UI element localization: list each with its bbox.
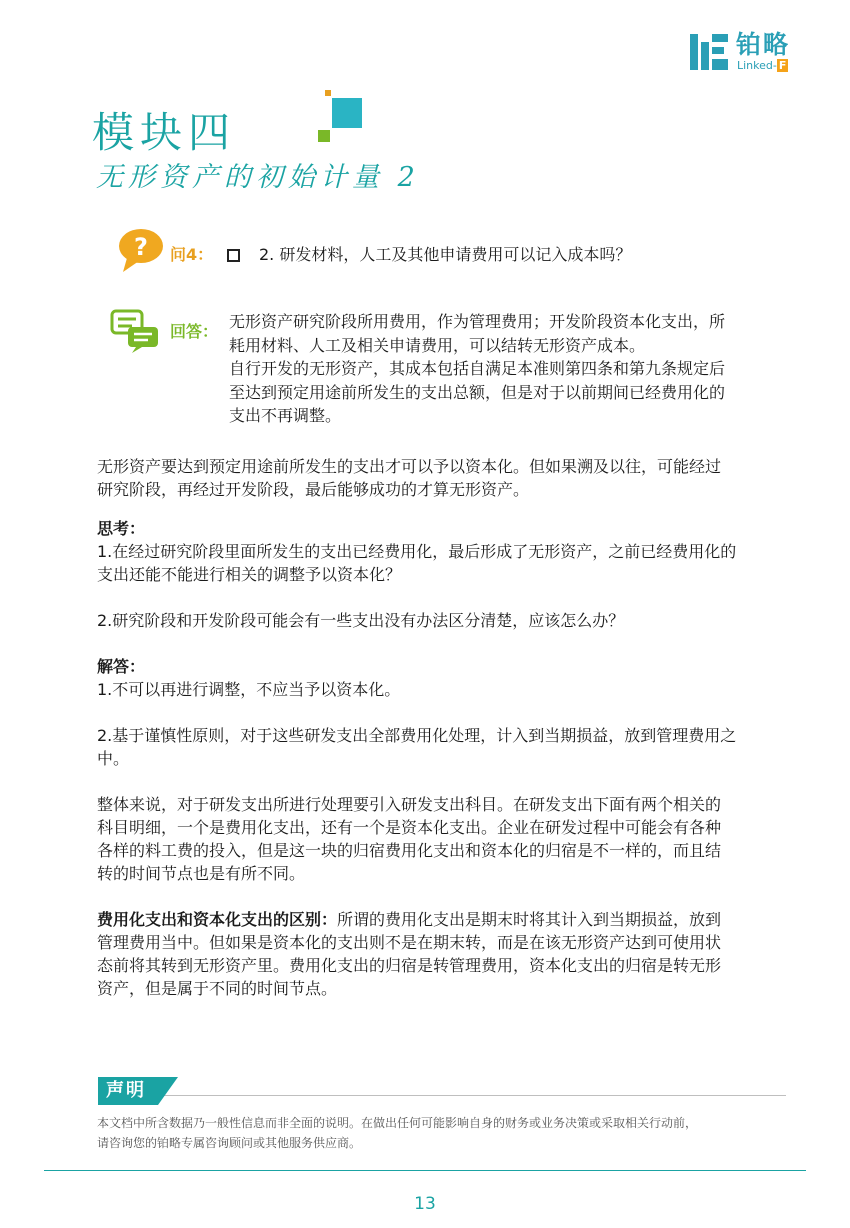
checkbox-square-icon [227,249,240,262]
answer-text: 无形资产研究阶段所用费用，作为管理费用；开发阶段资本化支出，所 耗用材料、人工及相关申请费用，可以结转无形资产成本。 自行开发的无形资产，其成本包括自满足本准则第四条和第九条规定后 至达到预定用途前所发生的支出总额，但是对于以前期间已经费用化的 支出不再调整。 [229,312,726,426]
section-subtitle: 无形资产的初始计量 2 [96,162,420,193]
intro-paragraph: 无形资产要达到预定用途前所发生的支出才可以予以资本化。但如果溯及以往，可能经过 研究阶段，再经过开发阶段，最后能够成功的才算无形资产。 [97,457,722,499]
answer-chat-icon [110,309,160,353]
deco-square-small [325,90,331,96]
svg-text:?: ? [134,233,148,261]
declaration-tab-edge [158,1077,178,1105]
overall-paragraph: 整体来说，对于研发支出所进行处理要引入研发支出科目。在研发支出下面有两个相关的 科目明细，一个是费用化支出，还有一个是资本化支出。企业在研发过程中可能会有各种 各样的料工费的投入，但是这一块的归宿费用化支出和资本化的归宿是不一样的，而且结 转的时间节点也是有所不同。 [97,795,722,883]
declaration-divider [98,1095,786,1096]
answer-label: 回答： [170,322,219,341]
question-text: 2. 研发材料，人工及其他申请费用可以记入成本吗？ [259,245,632,264]
think-item-1: 1.在经过研究阶段里面所发生的支出已经费用化，最后形成了无形资产，之前已经费用化的 支出还能不能进行相关的调整予以资本化？ [97,542,737,584]
title-decoration [318,90,366,146]
think-item-2: 2.研究阶段和开发阶段可能会有一些支出没有办法区分清楚，应该怎么办？ [97,611,625,630]
footer-divider [44,1170,806,1171]
declaration-text: 本文档中所含数据乃一般性信息而非全面的说明。在做出任何可能影响自身的财务或业务决策或采取相关行动前， 请咨询您的铂略专属咨询顾问或其他服务供应商。 [97,1116,698,1150]
logo-text-en: Linked- F [737,59,787,72]
question-bubble-icon [117,228,165,274]
question-label: 问4： [170,245,214,264]
page-number: 13 [414,1194,436,1214]
brand-logo [690,30,808,76]
body-content [97,455,797,1000]
answer-heading: 解答： [97,657,146,676]
deco-square-large [332,98,362,128]
deco-square-green [318,130,330,142]
think-heading: 思考： [97,519,146,538]
difference-paragraph: 费用化支出和资本化支出的区别：所谓的费用化支出是期末时将其计入到当期损益，放到 管理费用当中。但如果是资本化的支出则不是在期末转，而是在该无形资产达到可使用状 态前将其转到无形资产里。费用化支出的归宿是转管理费用，资本化支出的归宿是转无形 资产，但是属于不同的时间节点。 [97,910,722,998]
declaration-label: 声明 [106,1080,146,1101]
module-title: 模块四 [92,108,237,157]
answer-item-1: 1.不可以再进行调整，不应当予以资本化。 [97,680,401,699]
logo-text-cn: 铂略 [736,30,791,59]
answer-item-2: 2.基于谨慎性原则，对于这些研发支出全部费用化处理，计入到当期损益，放到管理费用之 中。 [97,726,737,768]
logo-mark-icon [690,34,728,70]
